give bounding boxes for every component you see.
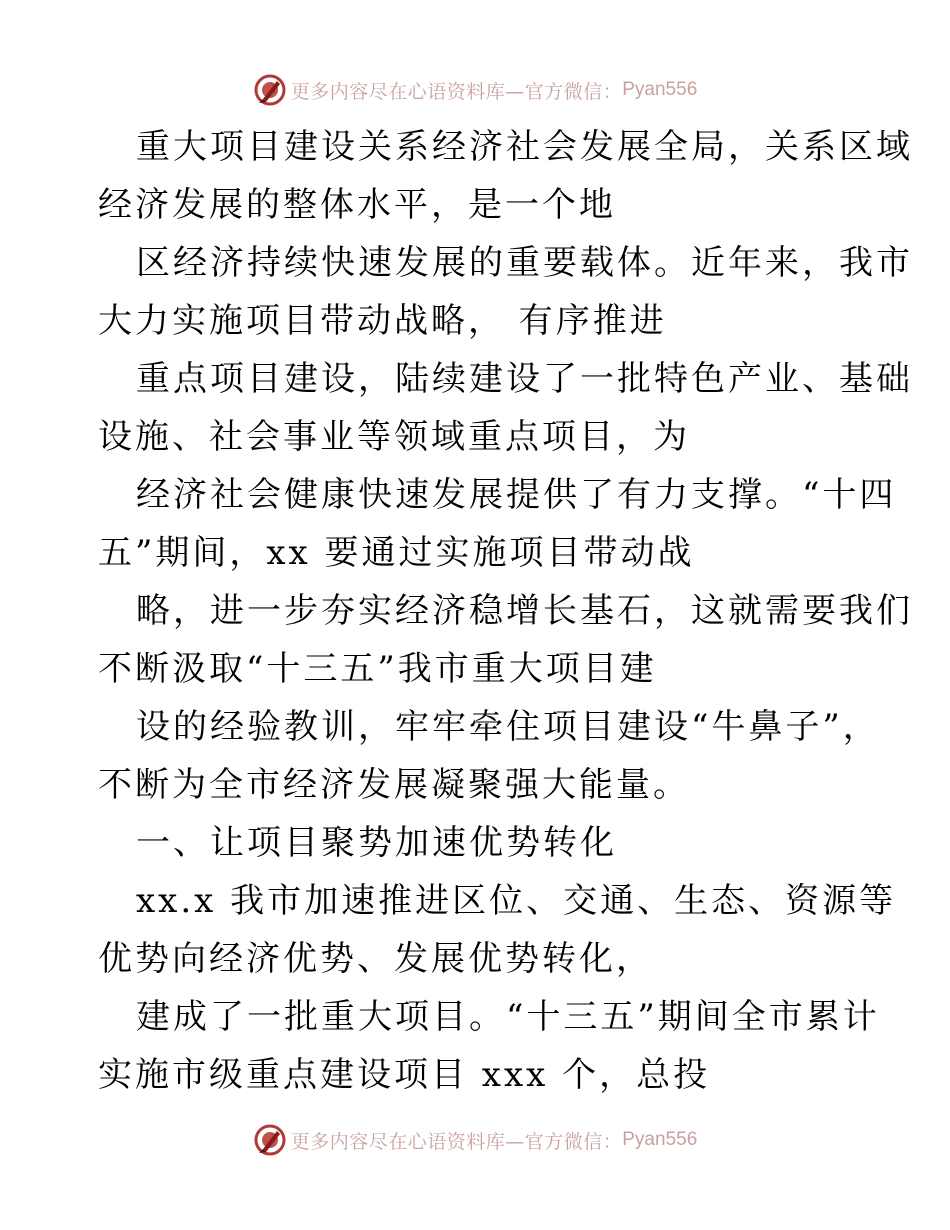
watermark-footer	[0, 1120, 950, 1160]
watermark-id: Pyan556	[622, 1129, 698, 1150]
pen-logo-icon	[253, 73, 287, 107]
text-line: 区经济持续快速发展的重要载体。近年来，我市	[136, 243, 913, 283]
document-body	[98, 118, 913, 1104]
text-line: 经济发展的整体水平，是一个地	[98, 185, 616, 225]
text-line: 设施、社会事业等领域重点项目，为	[98, 417, 690, 457]
text-line: 优势向经济优势、发展优势转化，	[98, 939, 653, 979]
text-line: 建成了一批重大项目。“十三五”期间全市累计	[136, 997, 880, 1037]
text-line: 不断为全市经济发展凝聚强大能量。	[98, 765, 690, 805]
pen-logo-icon	[253, 1123, 287, 1157]
watermark-header	[0, 70, 950, 110]
text-line: 设的经验教训，牢牢牵住项目建设“牛鼻子”，	[136, 707, 880, 747]
watermark-text: 更多内容尽在心语资料库—官方微信：	[290, 1130, 623, 1153]
text-line: 不断汲取“十三五”我市重大项目建	[98, 649, 657, 689]
watermark-id: Pyan556	[622, 79, 698, 100]
text-line: 实施市级重点建设项目 xxx 个，总投	[98, 1055, 711, 1095]
watermark-text: 更多内容尽在心语资料库—官方微信：	[290, 80, 623, 103]
text-line: xx.x 我市加速推进区位、交通、生态、资源等	[136, 881, 897, 921]
text-line: 重点项目建设，陆续建设了一批特色产业、基础	[136, 359, 913, 399]
text-line: 略，进一步夯实经济稳增长基石，这就需要我们	[136, 591, 913, 631]
text-line: 大力实施项目带动战略， 有序推进	[98, 301, 667, 341]
text-line: 五”期间，xx 要通过实施项目带动战	[98, 533, 695, 573]
text-line: 重大项目建设关系经济社会发展全局，关系区域	[136, 127, 913, 167]
text-line: 经济社会健康快速发展提供了有力支撑。“十四	[136, 475, 897, 515]
section-heading: 一、让项目聚势加速优势转化	[136, 823, 617, 863]
